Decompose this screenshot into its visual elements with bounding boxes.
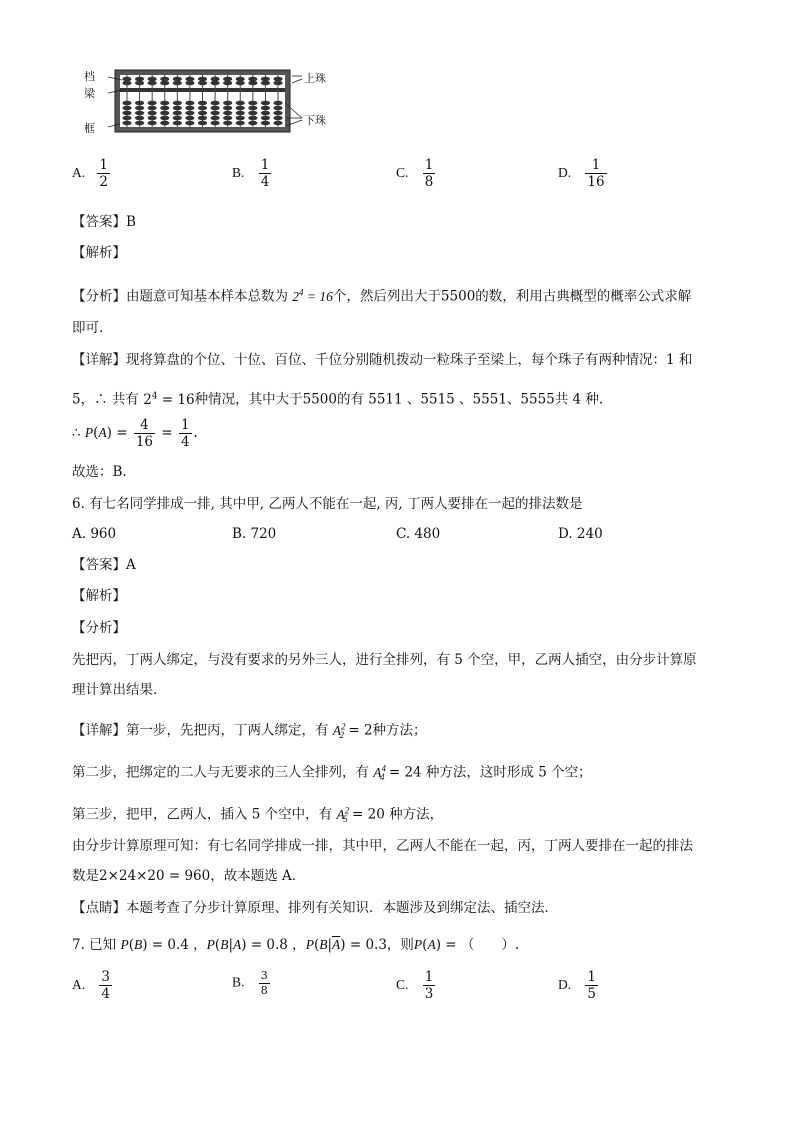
abacus-lower-bead bbox=[261, 111, 270, 116]
q6-conclusion-line2: 数是2×24×20 = 960，故本题选 A． bbox=[72, 868, 306, 884]
abacus-lower-bead bbox=[236, 121, 245, 126]
q6-stem: 6. 有七名同学排成一排, 其中甲, 乙两人不能在一起, 丙, 丁两人要排在一起的排法数是 bbox=[72, 496, 583, 512]
q5-jiexi: 【解析】 bbox=[72, 245, 126, 261]
abacus-lower-bead bbox=[185, 111, 194, 116]
abacus-lower-bead bbox=[198, 116, 207, 121]
abacus-lower-bead bbox=[160, 101, 169, 106]
abacus-lower-bead bbox=[198, 111, 207, 116]
abacus-lower-bead bbox=[198, 121, 207, 126]
abacus-lower-bead bbox=[273, 111, 282, 116]
fraction: $\frac{4}{16}$ bbox=[135, 417, 154, 451]
abacus-upper-bead bbox=[173, 77, 182, 82]
q5-option-c: C. $\frac{1}{8}$ bbox=[396, 157, 434, 191]
math-arrangement: $A^4_4$ bbox=[373, 763, 387, 783]
abacus-figure bbox=[80, 66, 340, 136]
abacus-lower-bead bbox=[248, 121, 257, 126]
q6-answer: 【答案】A bbox=[72, 557, 136, 573]
abacus-upper-bead bbox=[122, 81, 131, 86]
abacus-lower-bead bbox=[210, 101, 219, 106]
abacus-lower-bead bbox=[236, 101, 245, 106]
abacus-lower-bead bbox=[223, 111, 232, 116]
abacus-lower-bead bbox=[273, 116, 282, 121]
abacus-lower-bead bbox=[198, 101, 207, 106]
q7-option-a: A. $\frac{3}{4}$ bbox=[72, 969, 111, 1003]
abacus-lower-bead bbox=[148, 111, 157, 116]
q5-fenxi-line2: 即可. bbox=[72, 320, 104, 336]
q5-fenxi: 【分析】由题意可知基本样本总数为 $2^4 = 16$个，然后列出大于5500的数，利用古典概型的概率公式求解 bbox=[72, 287, 692, 305]
abacus-upper-bead bbox=[223, 77, 232, 82]
abacus-upper-bead bbox=[160, 77, 169, 82]
abacus-upper-bead bbox=[185, 77, 194, 82]
abacus-upper-bead bbox=[135, 77, 144, 82]
abacus-lower-bead bbox=[173, 106, 182, 111]
abacus-lower-bead bbox=[160, 116, 169, 121]
abacus-lower-bead bbox=[122, 101, 131, 106]
abacus-lower-bead bbox=[248, 111, 257, 116]
abacus-label-liang: 梁 bbox=[84, 87, 95, 100]
abacus-upper-bead bbox=[248, 77, 257, 82]
fraction: $\frac{3}{8}$ bbox=[260, 969, 268, 997]
abacus-lower-bead bbox=[185, 116, 194, 121]
fraction: $\frac{1}{3}$ bbox=[424, 969, 434, 1003]
q6-option-a: A. 960 bbox=[72, 526, 117, 542]
abacus-upper-bead bbox=[223, 81, 232, 86]
q6-step2: 第二步，把绑定的二人与无要求的三人全排列，有 $A^4_4 = 24$ 种方法，这时形成 5 个空； bbox=[72, 763, 592, 783]
fraction: $\frac{1}{16}$ bbox=[587, 157, 605, 191]
q6-fenxi-line1: 先把丙，丁两人绑定，与没有要求的另外三人，进行全排列，有 5 个空，甲，乙两人插空，由分步计算原 bbox=[72, 652, 697, 668]
abacus-lower-bead bbox=[210, 111, 219, 116]
q6-step1: 【详解】第一步，先把丙，丁两人绑定，有 $A^2_2 = 2$种方法； bbox=[72, 721, 427, 741]
abacus-lower-bead bbox=[210, 116, 219, 121]
abacus-lower-bead bbox=[148, 121, 157, 126]
fraction: $\frac{1}{8}$ bbox=[424, 157, 434, 191]
q6-conclusion-line1: 由分步计算原理可知：有七名同学排成一排，其中甲，乙两人不能在一起，丙，丁两人要排在一起的排法 bbox=[72, 838, 693, 854]
abacus-lower-bead bbox=[236, 106, 245, 111]
abacus-upper-bead bbox=[261, 77, 270, 82]
abacus-lower-bead bbox=[160, 106, 169, 111]
abacus-upper-bead bbox=[185, 81, 194, 86]
q5-guxuan: 故选：B. bbox=[72, 464, 127, 480]
abacus-upper-bead bbox=[248, 81, 257, 86]
abacus-lower-bead bbox=[135, 116, 144, 121]
abacus-lower-bead bbox=[160, 121, 169, 126]
abacus-lower-bead bbox=[236, 116, 245, 121]
fraction: $\frac{1}{5}$ bbox=[587, 969, 597, 1003]
abacus-upper-bead bbox=[135, 81, 144, 86]
abacus-lower-bead bbox=[198, 106, 207, 111]
abacus-upper-bead bbox=[261, 81, 270, 86]
math-power: $2^4 = 16$ bbox=[292, 287, 333, 304]
abacus-lower-bead bbox=[248, 101, 257, 106]
abacus-label-shangzhu: 上珠 bbox=[304, 72, 326, 85]
q7-option-d: D. $\frac{1}{5}$ bbox=[558, 969, 597, 1003]
abacus-lower-bead bbox=[223, 121, 232, 126]
abacus-label-kuang: 框 bbox=[84, 122, 95, 135]
q6-option-c: C. 480 bbox=[396, 526, 441, 542]
q7-option-b: B. $\frac{3}{8}$ bbox=[232, 969, 268, 997]
q6-option-b: B. 720 bbox=[232, 526, 277, 542]
abacus-lower-bead bbox=[261, 116, 270, 121]
q6-option-d: D. 240 bbox=[558, 526, 603, 542]
abacus-lower-bead bbox=[173, 116, 182, 121]
abacus-lower-bead bbox=[173, 111, 182, 116]
q6-step3: 第三步，把甲，乙两人，插入 5 个空中，有 $A^2_5 = 20$ 种方法， bbox=[72, 805, 444, 825]
abacus-upper-bead bbox=[236, 81, 245, 86]
abacus-lower-bead bbox=[273, 101, 282, 106]
q6-fenxi-tag: 【分析】 bbox=[72, 620, 126, 636]
abacus-lower-bead bbox=[236, 111, 245, 116]
q7-stem: 7. 已知 P(B) = 0.4 ，P(B|A) = 0.8 ，$P(B|\overline{A}) = 0.3$，则P(A) = （ ）. bbox=[72, 937, 520, 953]
abacus-upper-bead bbox=[236, 77, 245, 82]
q6-jiexi: 【解析】 bbox=[72, 588, 126, 604]
q5-option-b: B. $\frac{1}{4}$ bbox=[232, 157, 270, 191]
abacus-upper-bead bbox=[273, 77, 282, 82]
abacus-lower-bead bbox=[160, 111, 169, 116]
q6-fenxi-line2: 理计算出结果． bbox=[72, 682, 167, 698]
q5-probability-formula: ∴ P(A) = $\frac{4}{16}$ = $\frac{1}{4}$ . bbox=[72, 417, 198, 451]
abacus-lower-bead bbox=[273, 121, 282, 126]
abacus-lower-bead bbox=[210, 121, 219, 126]
abacus-lower-bead bbox=[210, 106, 219, 111]
abacus-lower-bead bbox=[122, 111, 131, 116]
fraction: $\frac{3}{4}$ bbox=[101, 969, 111, 1003]
math-power: $2^4 = 16$ bbox=[143, 391, 195, 408]
abacus-upper-bead bbox=[148, 77, 157, 82]
abacus-lower-bead bbox=[261, 101, 270, 106]
abacus-upper-bead bbox=[148, 81, 157, 86]
abacus-upper-bead bbox=[210, 77, 219, 82]
abacus-lower-bead bbox=[248, 116, 257, 121]
q7-option-c: C. $\frac{1}{3}$ bbox=[396, 969, 434, 1003]
abacus-lower-bead bbox=[122, 121, 131, 126]
abacus-lower-bead bbox=[135, 121, 144, 126]
abacus-upper-bead bbox=[273, 81, 282, 86]
abacus-upper-bead bbox=[198, 77, 207, 82]
abacus-lower-bead bbox=[122, 116, 131, 121]
abacus-lower-bead bbox=[223, 101, 232, 106]
abacus-lower-bead bbox=[173, 101, 182, 106]
abacus-lower-bead bbox=[135, 111, 144, 116]
abacus-lower-bead bbox=[135, 101, 144, 106]
fraction: $\frac{1}{4}$ bbox=[260, 157, 270, 191]
q5-option-d: D. $\frac{1}{16}$ bbox=[558, 157, 605, 191]
fraction: $\frac{1}{4}$ bbox=[180, 417, 190, 451]
q6-dianjing: 【点睛】本题考查了分步计算原理、排列有关知识．本题涉及到绑定法、插空法． bbox=[72, 900, 558, 916]
q5-answer: 【答案】B bbox=[72, 214, 136, 230]
abacus-lower-bead bbox=[148, 106, 157, 111]
abacus-lower-bead bbox=[261, 106, 270, 111]
abacus-lower-bead bbox=[223, 106, 232, 111]
abacus-lower-bead bbox=[185, 121, 194, 126]
abacus-lower-bead bbox=[223, 116, 232, 121]
abacus-lower-bead bbox=[185, 106, 194, 111]
abacus-lower-bead bbox=[185, 101, 194, 106]
abacus-upper-bead bbox=[173, 81, 182, 86]
abacus-label-dang: 档 bbox=[84, 70, 95, 83]
q5-xiangjie-line1: 【详解】现将算盘的个位、十位、百位、千位分别随机拨动一粒珠子至梁上，每个珠子有两种情况：1 和 bbox=[72, 352, 693, 368]
abacus-label-xiazhu: 下珠 bbox=[304, 114, 326, 127]
math-arrangement: $A^2_5$ bbox=[336, 805, 350, 825]
abacus-illustration bbox=[80, 66, 340, 136]
abacus-lower-bead bbox=[148, 101, 157, 106]
abacus-upper-bead bbox=[198, 81, 207, 86]
abacus-upper-bead bbox=[122, 77, 131, 82]
q5-xiangjie-line2: 5，∴ 共有 $2^4 = 16$种情况，其中大于5500的有 5511 、5515 、5551、5555共 4 种. bbox=[72, 391, 604, 408]
abacus-lower-bead bbox=[173, 121, 182, 126]
abacus-upper-bead bbox=[160, 81, 169, 86]
abacus-lower-bead bbox=[148, 116, 157, 121]
abacus-lower-bead bbox=[135, 106, 144, 111]
abacus-lower-bead bbox=[248, 106, 257, 111]
abacus-upper-bead bbox=[210, 81, 219, 86]
abacus-lower-bead bbox=[273, 106, 282, 111]
fraction: $\frac{1}{2}$ bbox=[99, 157, 109, 191]
abacus-lower-bead bbox=[261, 121, 270, 126]
q5-option-a: A. $\frac{1}{2}$ bbox=[72, 157, 109, 191]
abacus-lower-bead bbox=[122, 106, 131, 111]
math-arrangement: $A^2_2$ bbox=[332, 721, 346, 741]
